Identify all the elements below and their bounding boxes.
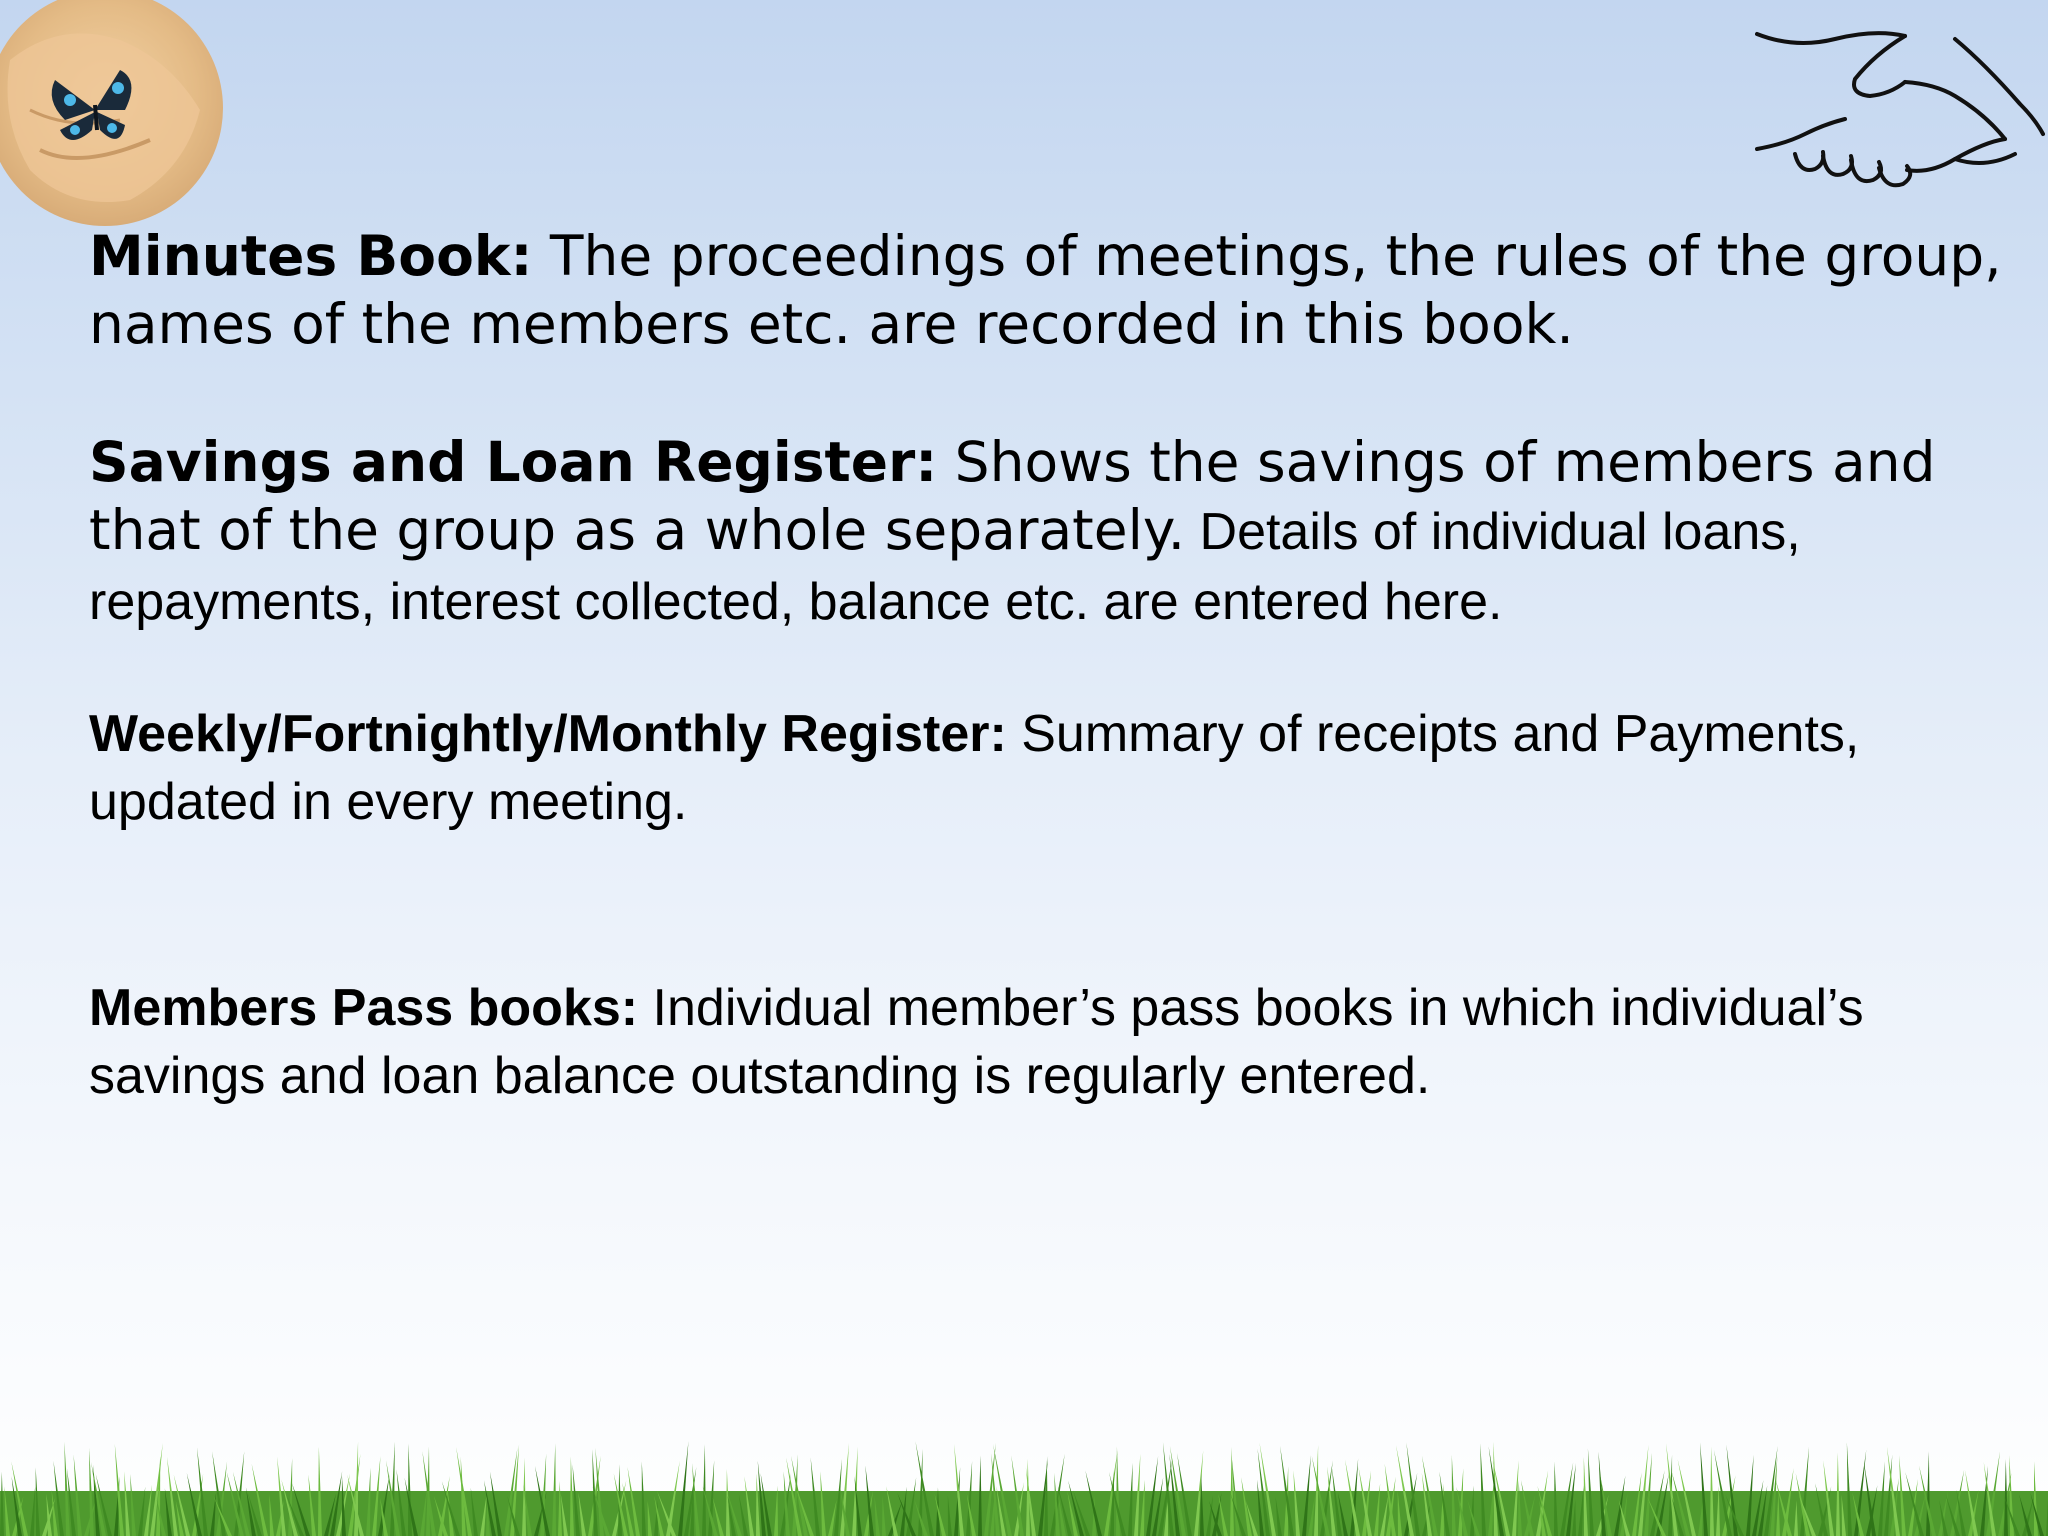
grass-border xyxy=(0,1436,2048,1536)
savings-loan-register-paragraph xyxy=(89,428,2039,636)
weekly-register-paragraph xyxy=(89,700,2039,836)
minutes-book-description: The proceedings of meetings, the rules of the group, names of the members etc. are recorded in this book. xyxy=(89,224,2002,356)
minutes-book-term: Minutes Book: xyxy=(89,224,533,288)
butterfly-in-hands-icon xyxy=(0,0,230,230)
minutes-book-paragraph xyxy=(89,222,2039,358)
savings-loan-register-description: Shows the savings of members and that of the group as a whole separately. xyxy=(89,430,1936,562)
members-pass-books-paragraph xyxy=(89,974,2039,1110)
weekly-register-description: Summary of receipts and Payments, updated in every meeting. xyxy=(89,705,1860,831)
weekly-register-term: Weekly/Fortnightly/Monthly Register: xyxy=(89,705,1007,763)
members-pass-books-term: Members Pass books: xyxy=(89,979,639,1037)
savings-loan-register-term: Savings and Loan Register: xyxy=(89,430,938,494)
members-pass-books-description: Individual member’s pass books in which individual’s savings and loan balance outstanding is regularly entered. xyxy=(89,979,1864,1105)
savings-loan-register-details: Details of individual loans, repayments, interest collected, balance etc. are entered here. xyxy=(89,503,1801,631)
handshake-icon xyxy=(1755,24,2045,214)
